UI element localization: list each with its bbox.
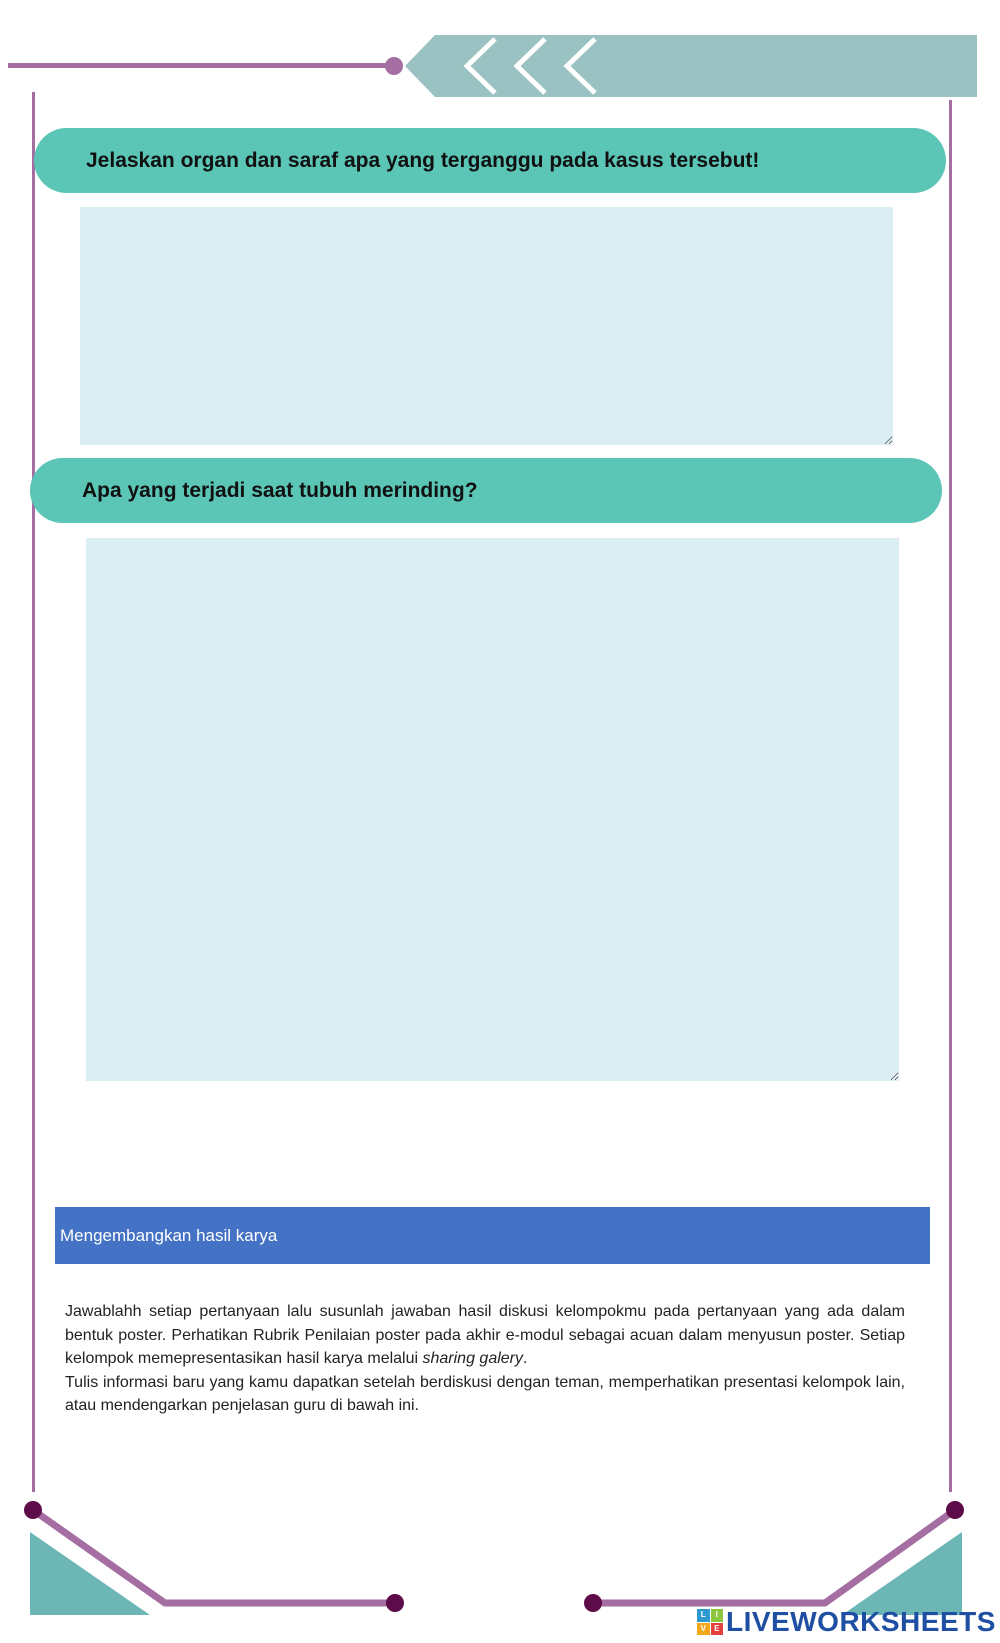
top-decoration-line xyxy=(8,63,388,68)
top-chevron-banner xyxy=(405,35,977,97)
logo-mark-l: L xyxy=(697,1609,710,1622)
top-decoration-dot xyxy=(385,57,403,75)
instructions-paragraph-1 xyxy=(65,1300,905,1371)
question-1-label: Jelaskan organ dan saraf apa yang terganggu pada kasus tersebut! xyxy=(34,128,946,193)
logo-text: LIVEWORKSHEETS xyxy=(726,1606,996,1637)
logo-mark-v: V xyxy=(697,1623,710,1636)
liveworksheets-logo xyxy=(697,1607,996,1637)
right-border-line xyxy=(949,100,952,1492)
instructions-para1-main: Jawablahh setiap pertanyaan lalu susunlah jawaban hasil diskusi kelompokmu pada pertanyaan yang ada dalam bentuk poster. Perhatikan Rubrik Penilaian poster pada akhir e-modul sebagai acuan dalam menyusun poster. Setiap kelompok memepresentasikan hasil karya melalui xyxy=(65,1303,905,1367)
answer-2-input[interactable] xyxy=(86,538,899,1081)
answer-1-input[interactable] xyxy=(80,207,893,445)
section-header: Mengembangkan hasil karya xyxy=(55,1207,930,1264)
instructions-paragraph-2: Tulis informasi baru yang kamu dapatkan setelah berdiskusi dengan teman, memperhatikan presentasi kelompok lain, atau mendengarkan penjelasan guru di bawah ini. xyxy=(65,1373,905,1414)
logo-mark-i: I xyxy=(711,1609,724,1622)
left-border-line xyxy=(32,92,35,1492)
instructions-para1-italic: sharing galery xyxy=(422,1350,523,1367)
logo-mark-icon xyxy=(697,1609,723,1635)
instructions-text xyxy=(65,1300,905,1418)
question-2-label: Apa yang terjadi saat tubuh merinding? xyxy=(30,458,942,523)
logo-mark-e: E xyxy=(711,1623,724,1636)
instructions-para1-end: . xyxy=(523,1350,528,1367)
